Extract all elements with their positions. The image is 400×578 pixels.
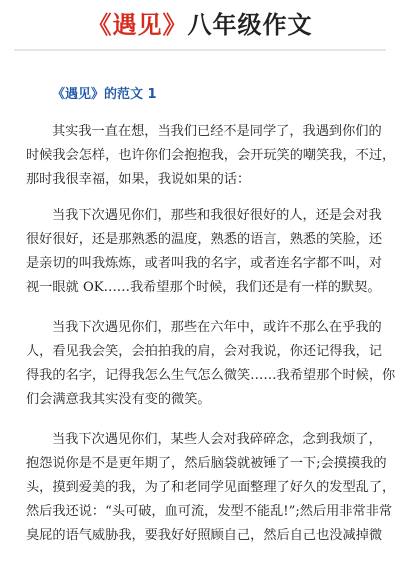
text-line: 头，摸到爱美的我，为了和老同学见面整理了好久的发型乱了， (26, 480, 396, 495)
text-line: 当我下次遇见你们，某些人会对我碎碎念，念到我烦了， (52, 432, 382, 447)
paragraph-2 (26, 204, 383, 300)
text-line: 是亲切的叫我炼炼，或者叫我的名字，或者连名字都不叫，对 (26, 256, 383, 271)
text-line: 臭屁的语气威胁我，要我好好照顾自己，然后自己也没减掉微 (26, 528, 383, 543)
title-suffix: 八年级作文 (187, 11, 313, 39)
text-line: 其实我一直在想，当我们已经不是同学了，我遇到你们的 (52, 124, 382, 139)
title-prefix: 《遇见》 (87, 11, 188, 39)
title-divider (14, 49, 386, 51)
text-line: 视一眼就 OK……我希望那个时候，我们还是有一样的默契。 (26, 280, 381, 295)
text-line: 很好很好，还是那熟悉的温度，熟悉的语言，熟悉的笑脸，还 (26, 232, 383, 247)
paragraph-3 (26, 316, 396, 412)
text-line: 得我的名字，记得我怎么生气怎么微笑……我希望那个时候，你 (26, 368, 396, 383)
text-line: 那时我很幸福，如果，我说如果的话： (26, 172, 251, 187)
text-line: 时候我会怎样，也许你们会抱抱我，会开玩笑的嘲笑我，不过， (26, 148, 396, 163)
text-line: 抱怨说你是不是更年期了，然后脑袋就被锤了一下;会摸摸我的 (26, 456, 387, 471)
text-line: 们会满意我其实没有变的微笑。 (26, 392, 211, 407)
document-title (0, 8, 400, 42)
paragraph-4 (26, 428, 396, 548)
text-line: 人，看见我会笑，会拍拍我的肩，会对我说，你还记得我，记 (26, 344, 383, 359)
sample-essay-heading: 《遇见》的范文 1 (52, 87, 157, 102)
text-line: 然后我还说：“头可破，血可流，发型不能乱!”;然后用非常非常 (26, 504, 393, 519)
text-line: 当我下次遇见你们，那些在六年中，或许不那么在乎我的 (52, 320, 382, 335)
text-line: 当我下次遇见你们，那些和我很好很好的人，还是会对我 (52, 208, 382, 223)
paragraph-1 (26, 120, 396, 192)
